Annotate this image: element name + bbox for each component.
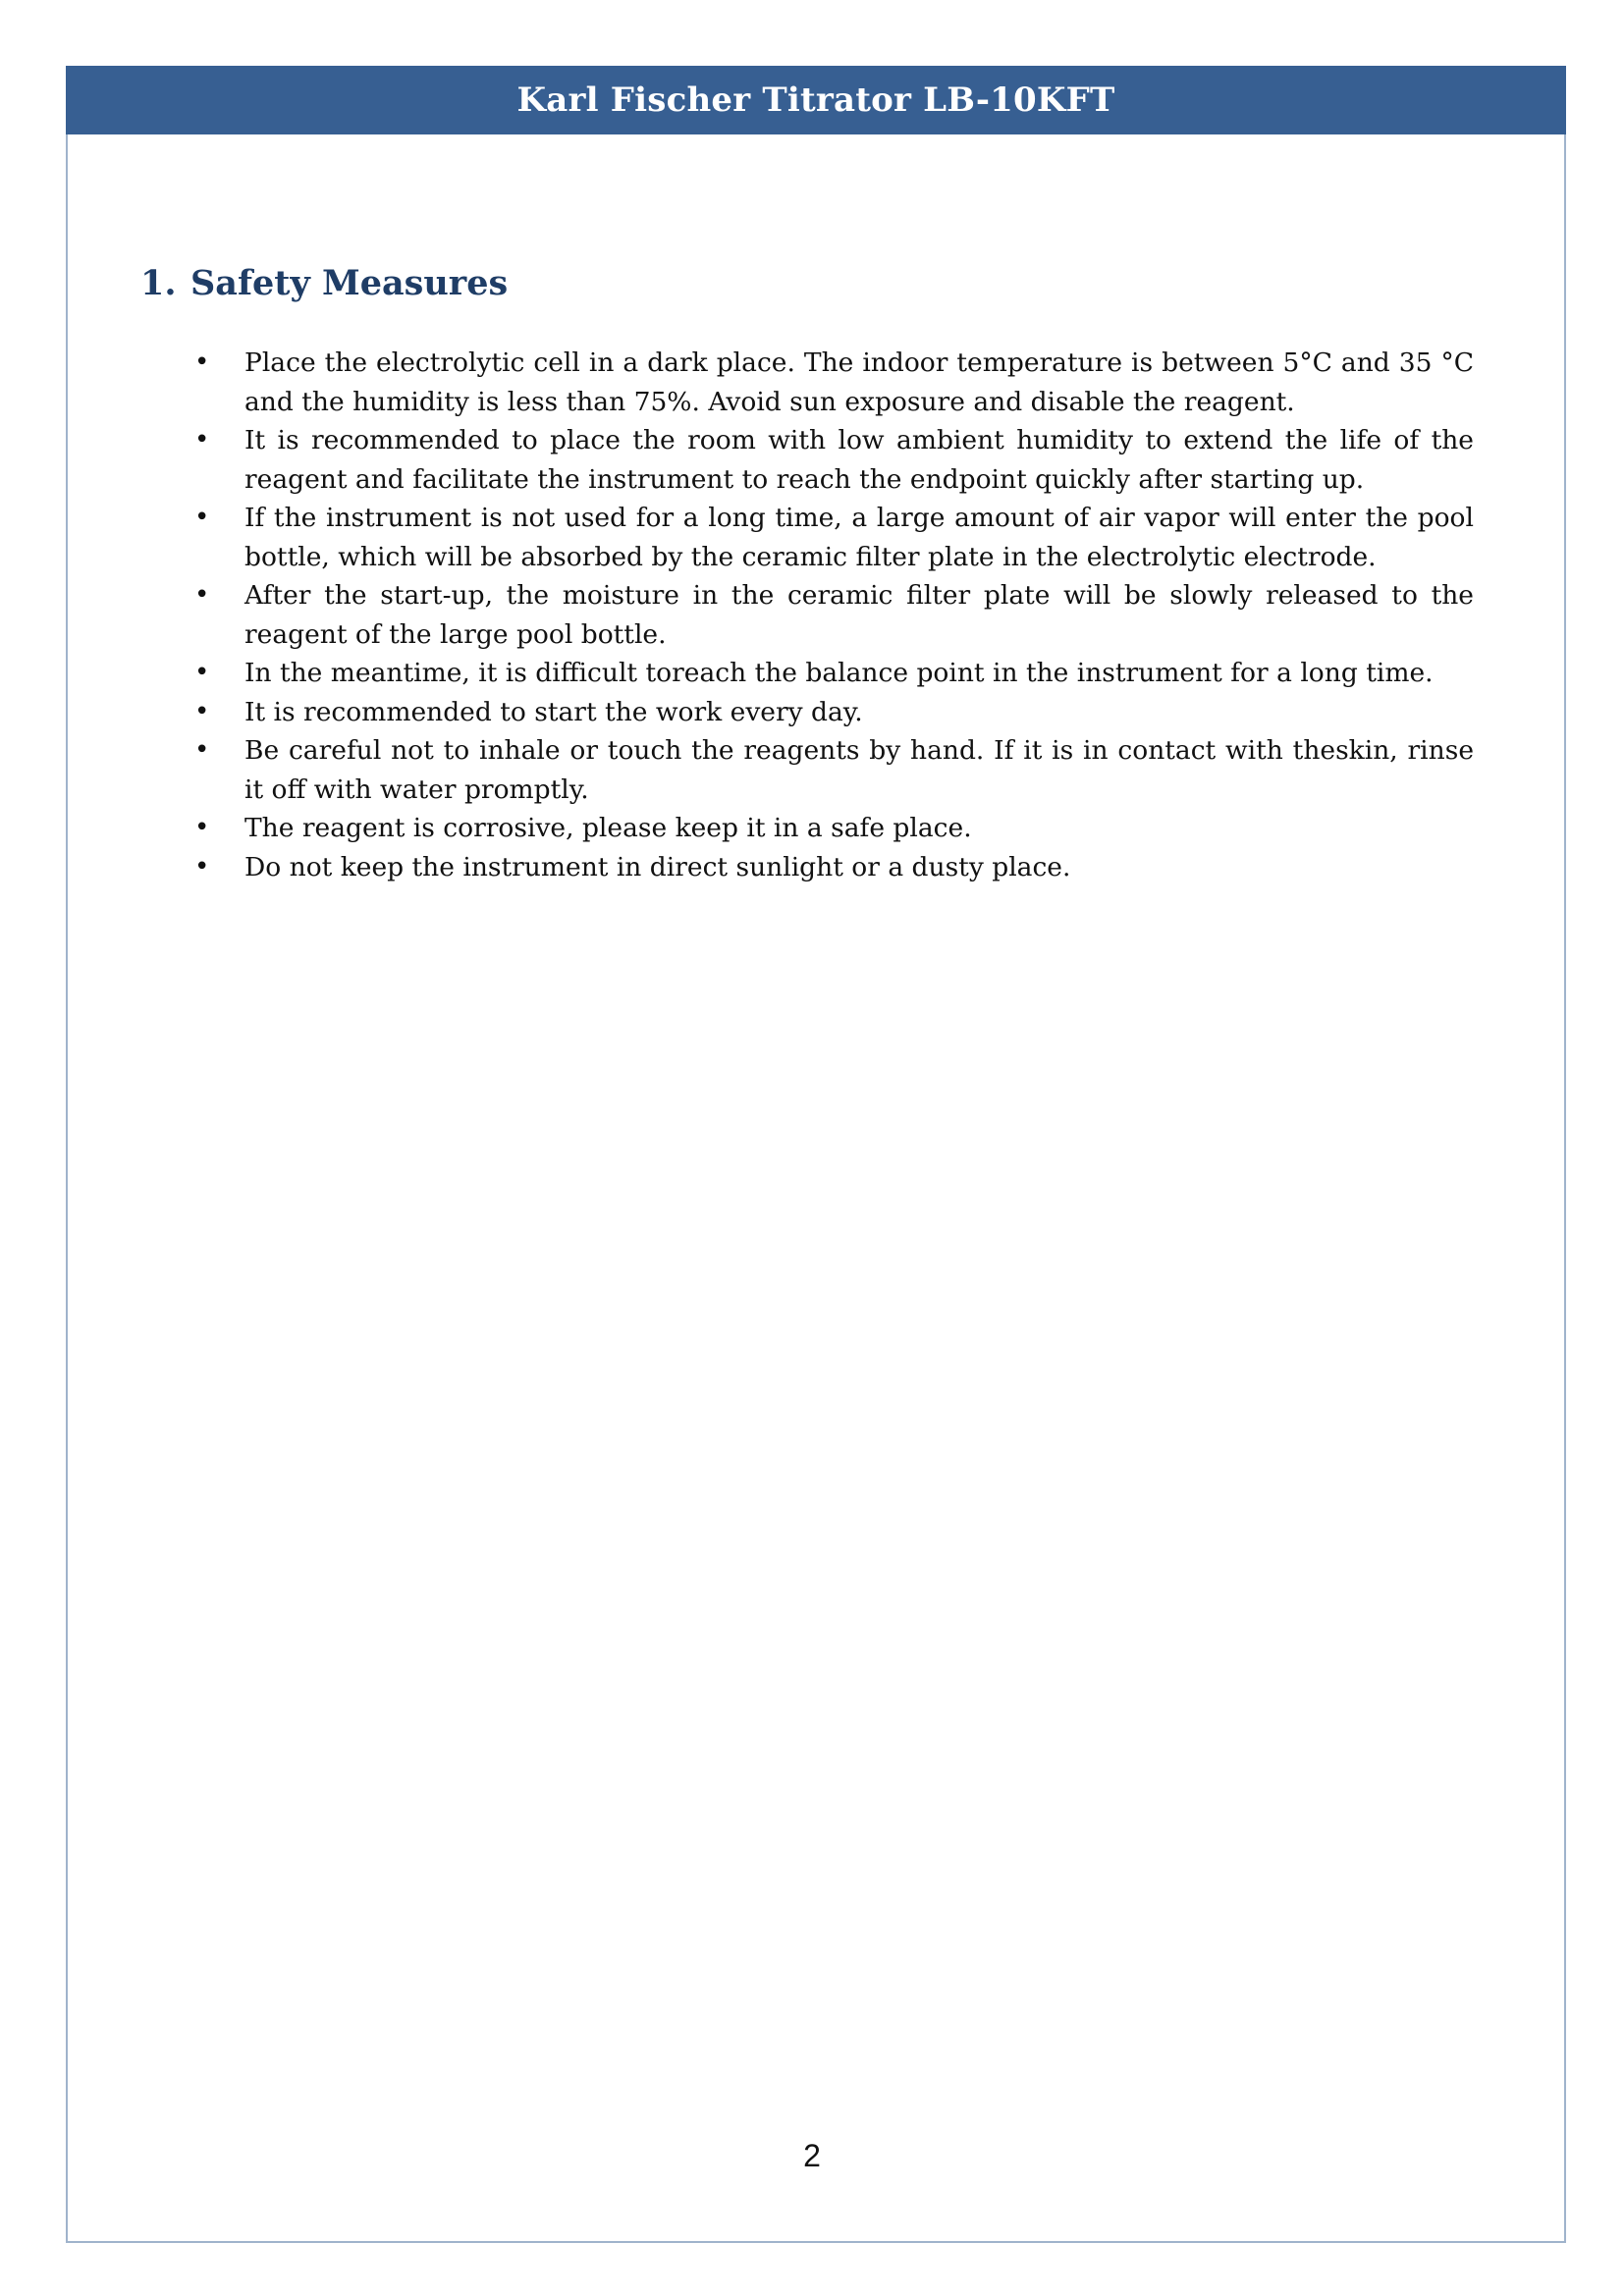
list-item-text: The reagent is corrosive, please keep it in a safe place. xyxy=(244,813,972,843)
list-item-text: After the start-up, the moisture in the ceramic filter plate will be slowly released to the reagent of the large pool bottle. xyxy=(244,580,1474,650)
bullet-icon: • xyxy=(194,696,210,726)
bullet-icon: • xyxy=(194,851,210,881)
bullet-icon: • xyxy=(194,813,210,842)
list-item-text: If the instrument is not used for a long time, a large amount of air vapor will enter the pool bottle, which will be absorbed by the ceramic filter plate in the electrolytic electrode. xyxy=(244,503,1474,572)
list-item-text: In the meantime, it is difficult toreach the balance point in the instrument for a long time. xyxy=(244,658,1434,688)
list-item xyxy=(188,731,1474,809)
page-number: 2 xyxy=(803,2138,821,2173)
bullet-icon: • xyxy=(194,503,210,532)
list-item xyxy=(188,809,1474,848)
list-item-text: Place the electrolytic cell in a dark place. The indoor temperature is between 5°C and 35 °C and the humidity is less than 75%. Avoid sun exposure and disable the reagent. xyxy=(244,347,1474,417)
section-heading xyxy=(140,263,508,303)
list-item xyxy=(188,344,1474,421)
bullet-icon: • xyxy=(194,580,210,610)
section-title: Safety Measures xyxy=(190,263,509,303)
list-item xyxy=(188,693,1474,732)
list-item-text: It is recommended to place the room with low ambient humidity to extend the life of the reagent and facilitate the instrument to reach the endpoint quickly after starting up. xyxy=(244,425,1474,495)
list-item xyxy=(188,848,1474,887)
list-item xyxy=(188,654,1474,693)
document-header xyxy=(66,66,1566,134)
list-item-text: Be careful not to inhale or touch the reagents by hand. If it is in contact with theskin, rinse it off with water promptly. xyxy=(244,735,1474,805)
list-item-text: Do not keep the instrument in direct sunlight or a dusty place. xyxy=(244,851,1071,882)
bullet-icon: • xyxy=(194,347,210,377)
bullet-icon: • xyxy=(194,735,210,765)
bullet-icon: • xyxy=(194,425,210,454)
list-item xyxy=(188,576,1474,654)
list-item xyxy=(188,421,1474,499)
section-number: 1. xyxy=(140,263,177,303)
bullet-icon: • xyxy=(194,658,210,687)
list-item-text: It is recommended to start the work every day. xyxy=(244,696,863,727)
safety-bullet-list xyxy=(188,344,1474,886)
document-title: Karl Fischer Titrator LB-10KFT xyxy=(516,80,1115,120)
list-item xyxy=(188,499,1474,576)
